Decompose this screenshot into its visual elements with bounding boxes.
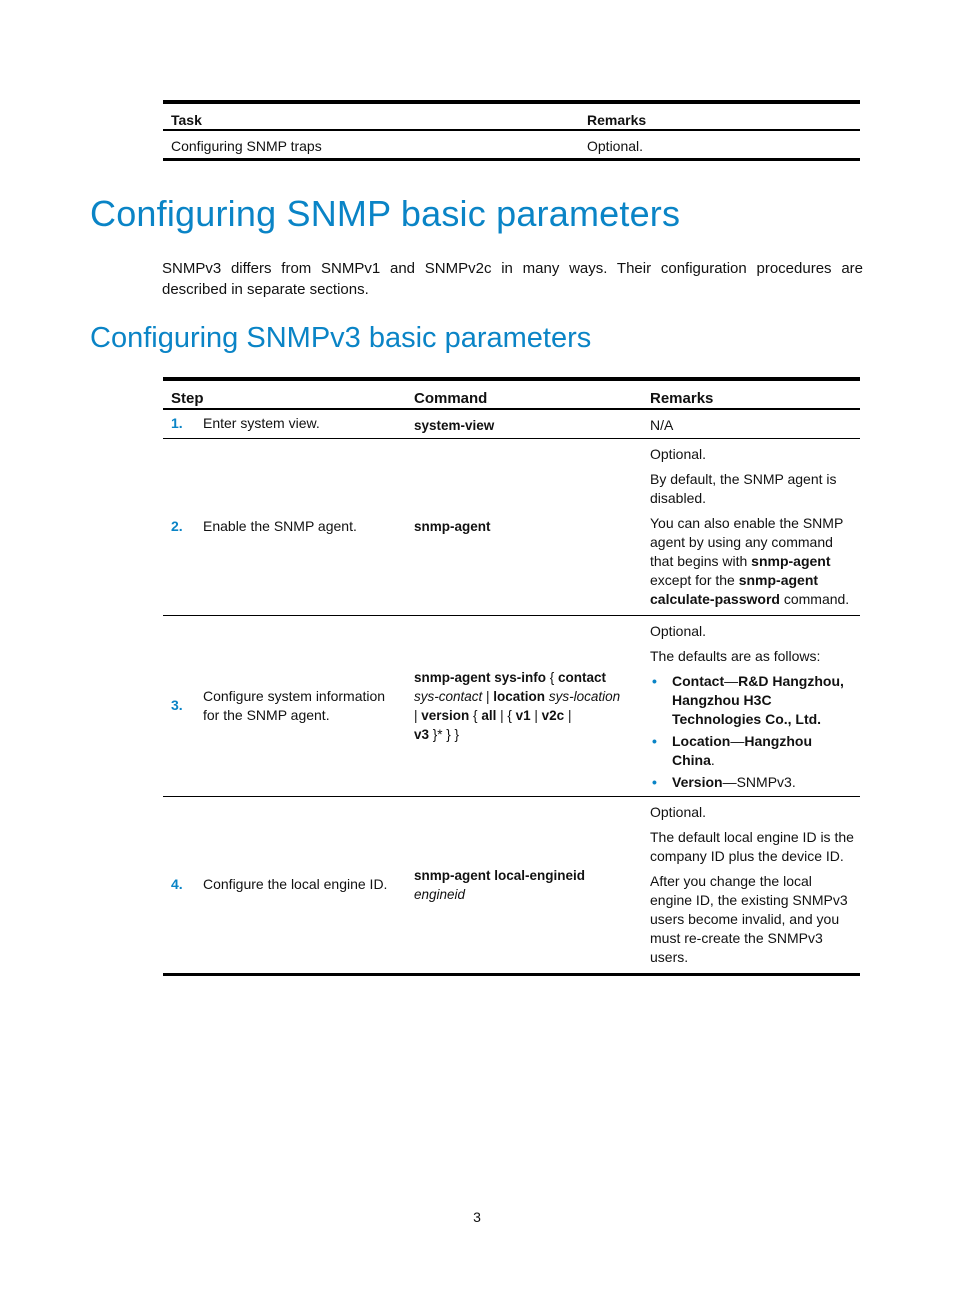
syntax: }* } }: [429, 726, 460, 742]
step-column-header: Step: [163, 379, 404, 409]
remark-line: Optional.: [650, 622, 707, 639]
keyword: all: [481, 707, 497, 723]
task-table: [163, 100, 860, 161]
syntax: |: [482, 688, 494, 704]
keyword: Location: [672, 732, 731, 749]
steps-table: [163, 377, 860, 976]
argument: sys-contact: [414, 688, 483, 704]
default-value: Hangzhou China: [672, 732, 812, 768]
step-command: system-view: [404, 409, 640, 438]
remark-line: The default local engine ID is the company ID plus the device ID.: [650, 828, 854, 864]
list-item: [650, 773, 854, 792]
list-item: [650, 672, 854, 729]
subsection-heading: Configuring SNMPv3 basic parameters: [90, 322, 592, 354]
step-remarks: [640, 796, 860, 974]
table-row: [163, 615, 860, 796]
keyword: v1: [515, 707, 531, 723]
defaults-list: [650, 672, 854, 792]
keyword: contact: [558, 669, 607, 685]
remarks-column-header: Remarks: [640, 379, 860, 409]
step-command: [404, 615, 640, 796]
remark-line: By default, the SNMP agent is disabled.: [650, 470, 837, 506]
remark-line: Optional.: [650, 803, 707, 820]
table-row: [163, 130, 860, 160]
table-row: [163, 438, 860, 615]
keyword: v2c: [541, 707, 565, 723]
intro-paragraph: SNMPv3 differs from SNMPv1 and SNMPv2c in many ways. Their configuration procedures are described in separate sections.: [162, 260, 863, 298]
remark-text: You can also enable the SNMP agent by using any command that begins with: [650, 514, 844, 569]
table-row: [163, 409, 860, 438]
keyword: v3: [414, 726, 430, 742]
keyword: snmp-agent: [751, 552, 831, 569]
bullet-dot-icon: •: [652, 773, 657, 790]
keyword: Contact: [672, 672, 725, 689]
syntax: |: [564, 707, 572, 723]
task-column-header: Task: [163, 102, 579, 130]
remarks-cell: Optional.: [579, 130, 860, 160]
default-value: R&D Hangzhou, Hangzhou H3C Technologies Co., Ltd.: [672, 672, 844, 727]
command-column-header: Command: [404, 379, 640, 409]
page-number: 3: [473, 1209, 481, 1225]
syntax: |: [414, 707, 422, 723]
keyword: snmp-agent calculate-password: [650, 571, 819, 607]
keyword: Version: [672, 773, 723, 790]
step-description: Enter system view.: [197, 409, 404, 438]
remark-line: The defaults are as follows:: [650, 647, 821, 664]
list-item: [650, 732, 854, 770]
syntax: |: [530, 707, 542, 723]
remark-text: except for the: [650, 571, 739, 588]
remarks-column-header: Remarks: [579, 102, 860, 130]
step-description: Enable the SNMP agent.: [197, 438, 404, 615]
bullet-dot-icon: •: [652, 732, 657, 749]
keyword: version: [421, 707, 470, 723]
default-value: —SNMPv3.: [722, 773, 796, 790]
remark-line: Optional.: [650, 445, 707, 462]
task-table-header: [163, 102, 860, 130]
step-number: 1.: [163, 409, 197, 438]
bullet-dot-icon: •: [652, 672, 657, 689]
task-cell: Configuring SNMP traps: [163, 130, 579, 160]
keyword: snmp-agent local-engineid: [414, 867, 586, 883]
remark-line: [650, 514, 854, 609]
section-heading: Configuring SNMP basic parameters: [90, 193, 681, 234]
keyword: location: [493, 688, 546, 704]
step-command: snmp-agent: [404, 438, 640, 615]
dash: —: [730, 732, 745, 749]
table-row: [163, 796, 860, 974]
argument: sys-location: [548, 688, 621, 704]
step-remarks: [640, 438, 860, 615]
steps-table-header: [163, 379, 860, 409]
step-description: Configure system information for the SNMP agent.: [197, 615, 404, 796]
period: .: [710, 751, 715, 768]
dash: —: [724, 672, 739, 689]
remark-text: command.: [779, 590, 850, 607]
syntax: {: [546, 669, 559, 685]
step-remarks: [640, 615, 860, 796]
keyword: snmp-agent sys-info: [414, 669, 547, 685]
step-remarks: N/A: [640, 409, 860, 438]
step-number: 3.: [163, 615, 197, 796]
step-command: [404, 796, 640, 974]
argument: engineid: [414, 886, 466, 902]
syntax: | {: [496, 707, 516, 723]
syntax: {: [469, 707, 482, 723]
remark-line: After you change the local engine ID, the existing SNMPv3 users become invalid, and you must re-create the SNMPv3 users.: [650, 872, 848, 965]
step-number: 2.: [163, 438, 197, 615]
step-description: Configure the local engine ID.: [197, 796, 404, 974]
step-number: 4.: [163, 796, 197, 974]
